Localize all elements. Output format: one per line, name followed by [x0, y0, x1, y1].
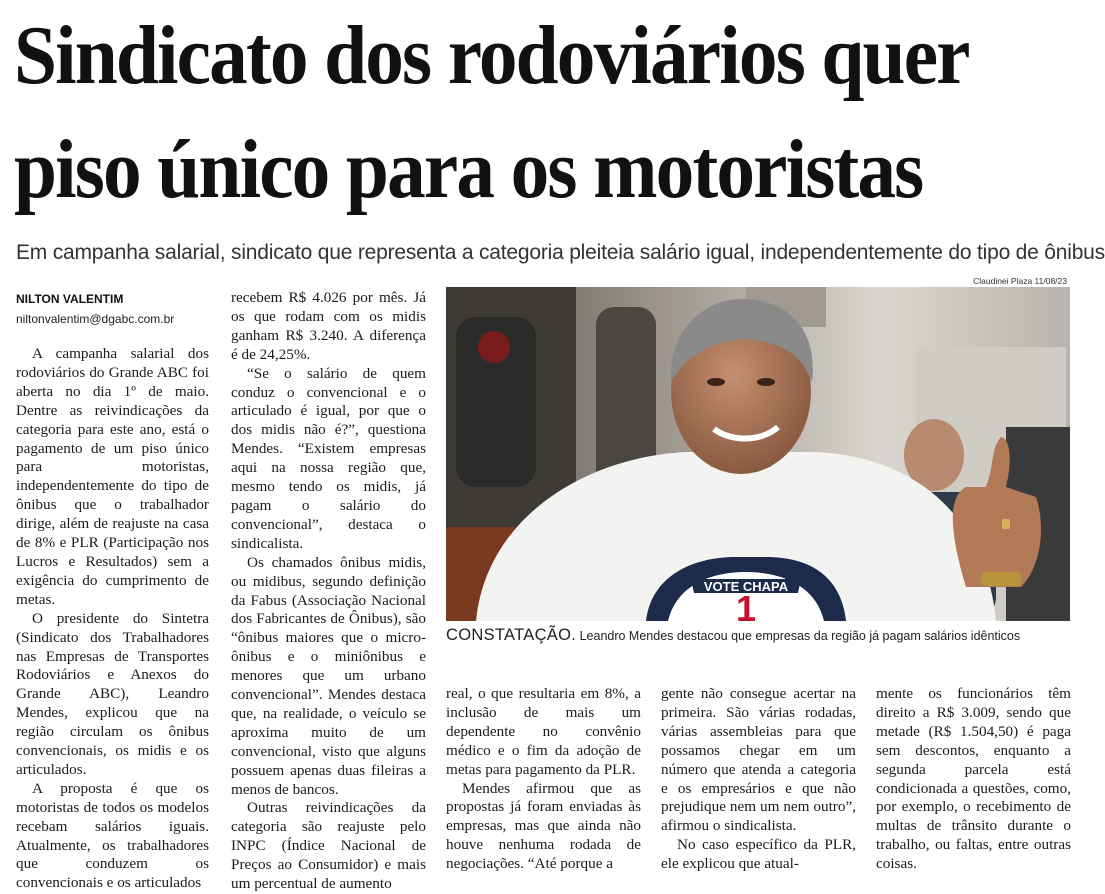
caption-lead: CONSTATAÇÃO. — [446, 626, 577, 644]
paragraph: No caso específico da PLR, ele explicou que atual- — [661, 836, 856, 873]
article-column-5 — [876, 685, 1071, 877]
article-column-1 — [16, 345, 209, 892]
caption-text: Leandro Mendes destacou que empresas da região já pagam salários idênticos — [576, 629, 1021, 643]
subheadline: Em campanha salarial, sindicato que representa a categoria pleiteia salário igual, independentemente do tipo de ônibus — [16, 241, 1105, 264]
article-column-4 — [661, 685, 856, 877]
photo-credit: Claudinei Plaza 11/08/23 — [973, 276, 1067, 286]
paragraph: “Se o salário de quem conduz o convencional e o articulado é igual, por que o dos midis não é?”, questiona Mendes. “Existem empresas aqui na nossa região que, mesmo tendo os midis, já pagam o salário do convencional”, destaca o sindicalista. — [231, 364, 426, 552]
article-photo — [446, 287, 1070, 629]
byline-email[interactable]: niltonvalentim@dgabc.com.br — [16, 312, 175, 326]
headline-line-1: Sindicato dos rodoviários quer — [14, 9, 969, 102]
paragraph: real, o que resultaria em 8%, a inclusão de mais um dependente no convênio médico e o fim da adoção de metas para pagamento da PLR. — [446, 685, 641, 778]
paragraph: Mendes afirmou que as propostas já foram enviadas às empresas, mas que ainda não houve nenhuma rodada de negociações. “Até porque a — [446, 779, 641, 873]
paragraph: O presidente do Sintetra (Sindicato dos Trabalhadores nas Empresas de Transportes Rodoviários e Anexos do Grande ABC), Leandro Mendes, explicou que na região circulam os ônibus convencionais, os midis e os articulados. — [16, 609, 209, 778]
article-column-3 — [446, 685, 641, 877]
headline-line-2: piso único para os motoristas — [14, 123, 923, 216]
byline-author: NILTON VALENTIM — [16, 292, 124, 306]
paragraph: A proposta é que os motoristas de todos os modelos recebam salários iguais. Atualmente, os trabalhadores que conduzem os convencionais e os articulados — [16, 779, 209, 892]
paragraph: gente não consegue acertar na primeira. São várias rodadas, várias assembleias para que possamos chegar em um número que atenda a categoria e os empresários e que não prejudique nem um nem outro”, afirmou o sindicalista. — [661, 685, 856, 835]
paragraph: Os chamados ônibus midis, ou midibus, segundo definição da Fabus (Associação Nacional dos Fabricantes de Ônibus), são “ônibus maiores que o micro-ônibus e o miniônibus e menores que um urbano convencional”. Mendes destaca que, na realidade, o veículo se aproxima muito de um convencional, visto que alguns possuem apenas duas fileiras a menos de bancos. — [231, 553, 426, 798]
paragraph: mente os funcionários têm direito a R$ 3.009, sendo que metade (R$ 1.504,50) é paga sem descontos, enquanto a segunda parcela está condicionada a questões, como, por exemplo, o recebimento de multas de trânsito durante o trabalho, ou faltas, entre outras coisas. — [876, 685, 1071, 873]
shirt-text: VOTE CHAPA — [703, 579, 789, 594]
photo-illustration — [446, 287, 1070, 629]
shirt-number: 1 — [735, 588, 757, 629]
paragraph: recebem R$ 4.026 por mês. Já os que rodam com os midis ganham R$ 3.240. A diferença é de 24,25%. — [231, 289, 426, 363]
article-column-2 — [231, 289, 426, 893]
paragraph: A campanha salarial dos rodoviários do Grande ABC foi aberta no dia 1º de maio. Dentre as reivindicações da categoria para este ano, está o pagamento de um piso único para motoristas, independentemente do tipo de ônibus que o trabalhador dirige, além de reajuste na casa de 8% e PLR (Participação nos Lucros e Resultados) sem a exigência do cumprimento de metas. — [16, 345, 209, 608]
paragraph: Outras reivindicações da categoria são reajuste pelo INPC (Índice Nacional de Preços ao Consumidor) e mais um percentual de aumento — [231, 799, 426, 893]
photo-caption — [446, 626, 1072, 645]
